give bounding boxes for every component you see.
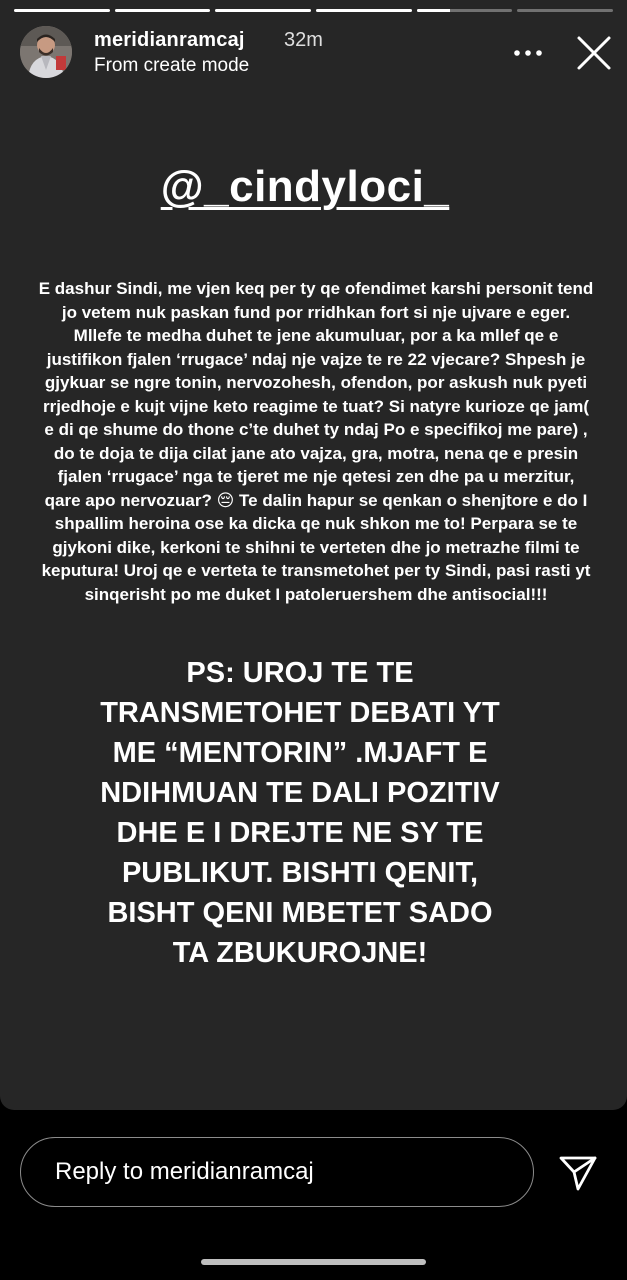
story-header <box>20 24 613 82</box>
progress-segment-fill <box>215 9 311 12</box>
progress-segment <box>215 9 311 12</box>
avatar[interactable] <box>20 26 72 78</box>
profile-photo-icon <box>20 26 72 78</box>
progress-segment <box>115 9 211 12</box>
progress-segment-fill <box>115 9 211 12</box>
progress-segment <box>417 9 513 12</box>
progress-segment <box>517 9 613 12</box>
story-username[interactable]: meridianramcaj <box>94 29 245 51</box>
progress-segment-fill <box>417 9 450 12</box>
progress-segment <box>14 9 110 12</box>
send-icon <box>557 1152 599 1194</box>
more-options-button[interactable] <box>510 38 546 68</box>
close-button[interactable] <box>573 32 615 74</box>
progress-segment <box>316 9 412 12</box>
more-horizontal-icon <box>510 38 546 68</box>
home-indicator[interactable] <box>201 1259 426 1265</box>
story-ps-text: PS: UROJ TE TE TRANSMETOHET DEBATI YT ME “MENTORIN” .MJAFT E NDIHMUAN TE DALI POZITIV DHE E I DREJTE NE SY TE PUBLIKUT. BISHTI QENIT, BISHT QENI MBETET SADO TA ZBUKUROJNE! <box>100 657 500 969</box>
story-progress-bars <box>14 9 613 12</box>
progress-segment-fill <box>316 9 412 12</box>
close-icon <box>573 32 615 74</box>
send-button[interactable] <box>557 1152 599 1194</box>
mention-sticker[interactable]: @_cindyloci_ <box>160 162 450 211</box>
reply-input[interactable] <box>20 1137 534 1207</box>
story-subtitle[interactable]: From create mode <box>94 55 250 76</box>
story-body-text: E dashur Sindi, me vjen keq per ty qe ofendimet karshi personit tend jo vetem nuk paskan fund por rridhkan fort si nje ujvare e eger. Mllefe te medha duhet te jene akumuluar, por a ka mllef qe e justifikon fjalen ‘rrugace’ ndaj nje vajze te re 22 vjecare? Shpesh je gjykuar se ngre tonin, nervozohesh, ofendon, por askush nuk pyeti rrjedhoje e kujt vijne keto reagime te tuat? Si natyre kurioze qe jam( e di qe shume do thone c’te duhet ty ndaj Po e specifikoj me pare) , do te doja te dija cilat jane ato vajza, gra, motra, nena qe e presin fjalen ‘rrugace’ nga te tjeret me nje qetesi zen dhe pa u merzitur, qare apo nervozuar? 😔 Te dalin hapur se qenkan o shenjtore e do I shpallim heroina ose ka dicka qe nuk shkon me to! Perpara se te gjykoni dike, kerkoni te shihni te verteten dhe jo metrazhe filmi te keputura! Uroj qe e verteta te transmetohet per ty Sindi, pasi rasti yt sinqerisht po me duket I patoleruershem dhe antisocial!!! <box>38 279 594 604</box>
progress-segment-fill <box>14 9 110 12</box>
story-timestamp: 32m <box>284 29 323 51</box>
